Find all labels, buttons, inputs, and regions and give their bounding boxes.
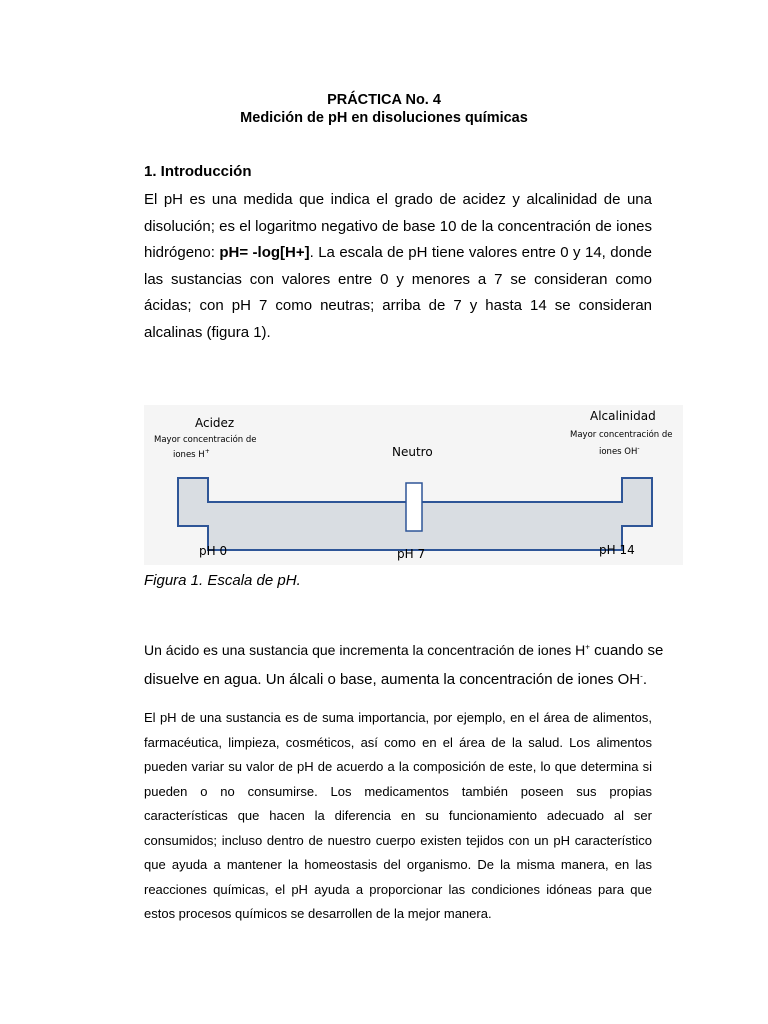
section-heading: 1. Introducción bbox=[144, 163, 252, 180]
acid-subtitle-line2: iones H+ bbox=[173, 448, 210, 460]
acid-title: Acidez bbox=[195, 416, 235, 430]
alkalinity-subtitle-line1: Mayor concentración de bbox=[570, 430, 673, 440]
body-paragraph: El pH de una sustancia es de suma importancia, por ejemplo, en el área de alimentos, farmacéutica, limpieza, cosméticos, así como en el área de la salud. Los alimentos pueden variar su valor de pH de acuerdo a la composición de este, lo que determina si pueden o no consumirse. Los medicamentos también poseen sus propias características que hacen la diferencia en su funcionamiento adecuado al ser consumidos; incluso dentro de nuestro cuerpo existen tejidos con un pH característico que ayuda a mantener la homeostasis del organismo. De la misma manera, en las reacciones químicas, el pH ayuda a proporcionar las condiciones idóneas para que estos procesos químicos se desarrollen de la mejor manera. bbox=[144, 710, 652, 921]
intro-text-2: . La escala de pH tiene valores entre 0 y 14, donde las sustancias con valores entre 0 y menores a 7 se consideran como ácidas; con pH 7 como neutras; arriba de 7 y hasta 14 se consideran alcalinas (figura 1). bbox=[144, 244, 653, 341]
figure-caption: Figura 1. Escala de pH. bbox=[144, 572, 301, 589]
ph14-label: pH 14 bbox=[599, 543, 635, 557]
ph7-label: pH 7 bbox=[397, 547, 426, 561]
ph0-label: pH 0 bbox=[199, 544, 228, 558]
intro-paragraph bbox=[144, 187, 652, 347]
ph-formula: pH= -log[H+] bbox=[219, 244, 310, 262]
neutral-label: Neutro bbox=[392, 445, 433, 459]
alkalinity-title: Alcalinidad bbox=[590, 409, 656, 423]
page-title: PRÁCTICA No. 4 bbox=[327, 92, 441, 108]
page-subtitle: Medición de pH en disoluciones químicas bbox=[240, 110, 528, 126]
alkalinity-subtitle-line2: iones OH- bbox=[599, 445, 640, 457]
intro-text-1: El pH es una medida que indica el grado de acidez y alcalinidad de una disolución; es el logaritmo negativo de base 10 de la concentración de iones hidrógeno: bbox=[144, 191, 652, 262]
neutral-marker bbox=[406, 483, 422, 531]
acid-subtitle-line1: Mayor concentración de bbox=[154, 435, 257, 445]
ph-scale-figure bbox=[144, 405, 683, 565]
acid-paragraph: Un ácido es una sustancia que incrementa la concentración de iones H+ cuando se disuelve en agua. Un álcali o base, aumenta la concentración de iones OH-. bbox=[144, 642, 664, 688]
